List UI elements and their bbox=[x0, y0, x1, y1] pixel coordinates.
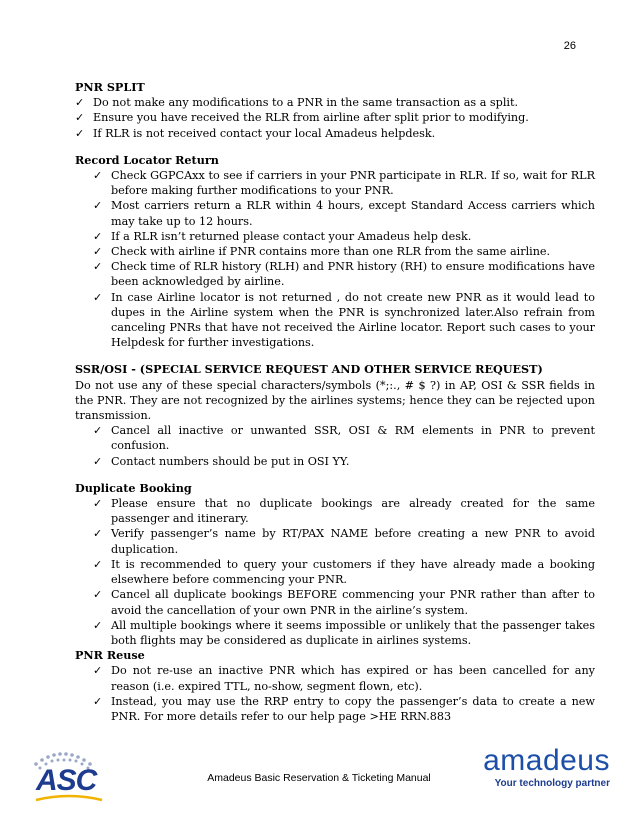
check-icon: ✓ bbox=[93, 290, 103, 304]
list-item: ✓ Instead, you may use the RRP entry to copy the passenger’s data to create a new PNR. For more details refer to our help page >HE RRN.883 bbox=[93, 694, 595, 723]
list-item: ✓ Please ensure that no duplicate bookings are already created for the same passenger and itinerary. bbox=[93, 497, 595, 526]
list-item: ✓ Check GGPCAxx to see if carriers in your PNR participate in RLR. If so, wait for RLR before making further modifications to your PNR. bbox=[93, 169, 595, 198]
footer-title: Amadeus Basic Reservation & Ticketing Manual bbox=[207, 772, 431, 784]
page-number: 26 bbox=[563, 40, 576, 52]
check-icon: ✓ bbox=[93, 454, 103, 468]
list-item: ✓ Most carriers return a RLR within 4 hours, except Standard Access carriers which may take up to 12 hours. bbox=[93, 199, 595, 228]
check-icon: ✓ bbox=[93, 199, 103, 213]
list-item: ✓ If RLR is not received contact your local Amadeus helpdesk. bbox=[75, 126, 436, 140]
list-item: ✓ All multiple bookings where it seems impossible or unlikely that the passenger takes both flights may be considered as duplicate in airlines systems. bbox=[93, 618, 595, 647]
duplicate-booking-list bbox=[75, 496, 595, 648]
check-icon: ✓ bbox=[93, 169, 103, 183]
ssr-osi-list bbox=[75, 423, 595, 469]
list-item: ✓ Check time of RLR history (RLH) and PNR history (RH) to ensure modifications have been acknowledged by airline. bbox=[93, 260, 595, 289]
rlr-list bbox=[75, 168, 595, 350]
check-icon: ✓ bbox=[93, 229, 103, 243]
check-icon: ✓ bbox=[93, 497, 103, 511]
check-icon: ✓ bbox=[93, 245, 103, 259]
check-icon: ✓ bbox=[75, 111, 85, 125]
list-item: ✓ Check with airline if PNR contains more than one RLR from the same airline. bbox=[93, 245, 551, 259]
ssr-osi-intro: Do not use any of these special characters/symbols (*;:., # $ ?) in AP, OSI & SSR fields in the PNR. They are not recognized by the airlines systems; hence they can be rejected upon transmission. bbox=[75, 378, 595, 423]
list-item: ✓ Do not make any modifications to a PNR in the same transaction as a split. bbox=[75, 96, 519, 110]
pnr-split-list bbox=[75, 95, 595, 141]
list-item: ✓ Ensure you have received the RLR from airline after split prior to modifying. bbox=[75, 111, 529, 125]
rlr-heading: Record Locator Return bbox=[75, 152, 219, 167]
amadeus-logo bbox=[483, 746, 610, 789]
check-icon: ✓ bbox=[93, 618, 103, 632]
ssr-osi-heading: SSR/OSI - (SPECIAL SERVICE REQUEST AND OTHER SERVICE REQUEST) bbox=[75, 362, 543, 377]
check-icon: ✓ bbox=[93, 588, 103, 602]
check-icon: ✓ bbox=[93, 260, 103, 274]
list-item: ✓ Cancel all inactive or unwanted SSR, OSI & RM elements in PNR to prevent confusion. bbox=[93, 424, 595, 453]
list-item: ✓ Cancel all duplicate bookings BEFORE commencing your PNR rather than after to avoid the cancellation of your own PNR in the airline’s system. bbox=[93, 588, 595, 617]
check-icon: ✓ bbox=[93, 694, 103, 708]
check-icon: ✓ bbox=[93, 664, 103, 678]
list-item: ✓ Verify passenger’s name by RT/PAX NAME before creating a new PNR to avoid duplication. bbox=[93, 527, 595, 556]
document-body bbox=[75, 80, 595, 724]
list-item: ✓ In case Airline locator is not returned , do not create new PNR as it would lead to dupes in the Airline system when the PNR is synchronized later.Also refrain from canceling PNRs that have not received the Airline locator. Report such cases to your Helpdesk for further investigations. bbox=[93, 290, 595, 350]
pnr-reuse-heading: PNR Reuse bbox=[75, 648, 145, 663]
check-icon: ✓ bbox=[75, 96, 85, 110]
list-item: ✓ Contact numbers should be put in OSI YY. bbox=[93, 454, 350, 468]
check-icon: ✓ bbox=[75, 126, 85, 140]
amadeus-tagline: Your technology partner bbox=[494, 778, 610, 789]
list-item: ✓ Do not re-use an inactive PNR which has expired or has been cancelled for any reason (i.e. expired TTL, no-show, segment flown, etc). bbox=[93, 664, 595, 693]
page-footer bbox=[0, 736, 638, 806]
pnr-split-heading: PNR SPLIT bbox=[75, 80, 145, 94]
check-icon: ✓ bbox=[93, 527, 103, 541]
amadeus-wordmark: amadeus bbox=[483, 744, 610, 777]
list-item: ✓ It is recommended to query your customers if they have already made a booking elsewhere before commencing your PNR. bbox=[93, 557, 595, 587]
list-item: ✓ If a RLR isn’t returned please contact your Amadeus help desk. bbox=[93, 229, 472, 243]
duplicate-booking-heading: Duplicate Booking bbox=[75, 480, 192, 495]
check-icon: ✓ bbox=[93, 424, 103, 438]
pnr-reuse-list bbox=[75, 663, 595, 724]
asc-logo-text: ASC bbox=[36, 764, 97, 797]
check-icon: ✓ bbox=[93, 557, 103, 571]
